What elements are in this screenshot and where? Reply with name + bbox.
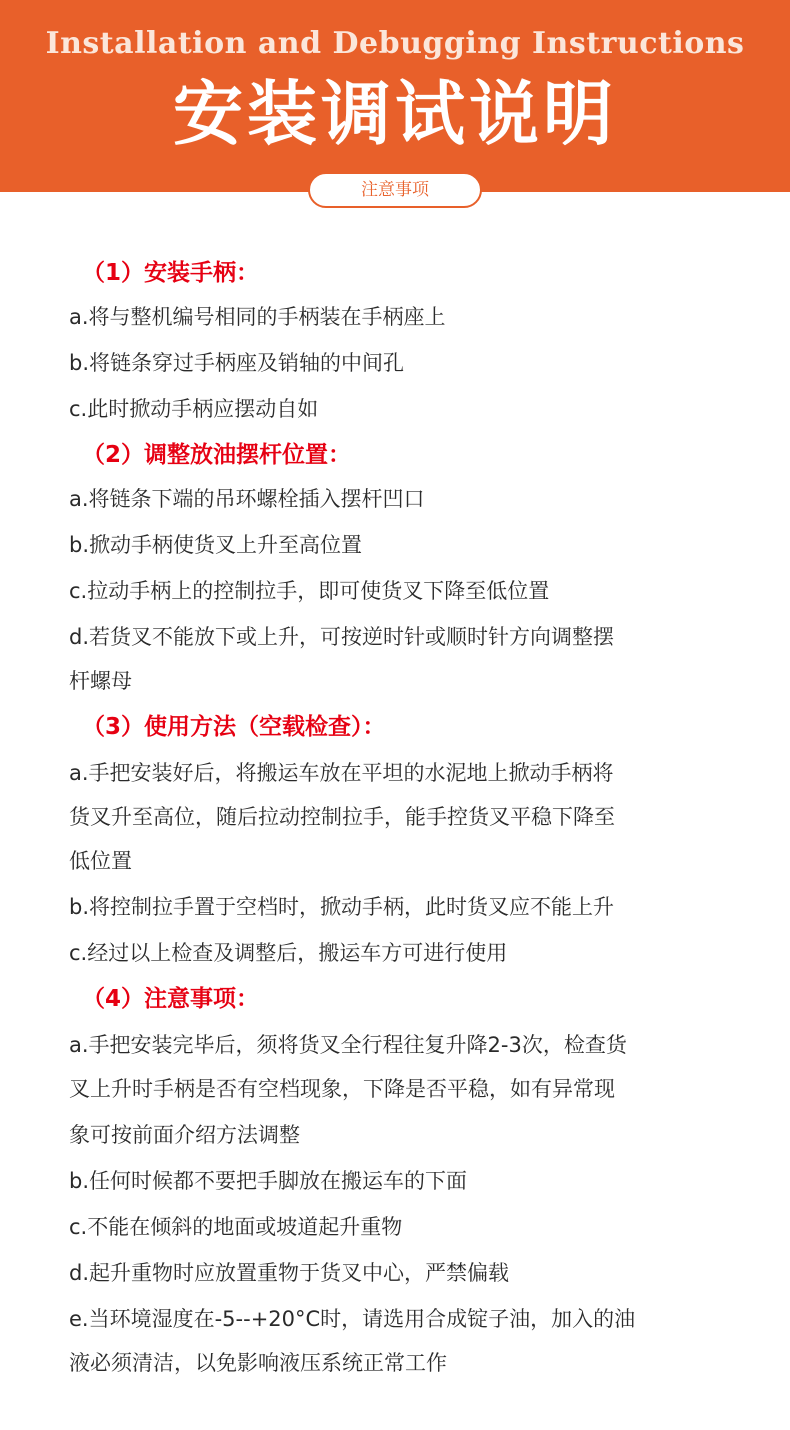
notice-badge: 注意事项 bbox=[308, 172, 482, 208]
section-1-line-b: b.将链条穿过手柄座及销轴的中间孔 bbox=[69, 351, 405, 375]
section-3-line-a-cont2: 低位置 bbox=[69, 849, 132, 873]
header-banner bbox=[0, 0, 790, 192]
section-2-line-c: c.拉动手柄上的控制拉手，即可使货叉下降至低位置 bbox=[69, 579, 550, 603]
section-4-line-b: b.任何时候都不要把手脚放在搬运车的下面 bbox=[69, 1169, 468, 1193]
section-4-line-a: a.手把安装完毕后，须将货叉全行程往复升降2-3次，检查货 bbox=[69, 1033, 627, 1057]
section-3-line-a-cont1: 货叉升至高位，随后拉动控制拉手，能手控货叉平稳下降至 bbox=[69, 805, 615, 829]
title-chinese: 安装调试说明 bbox=[173, 73, 617, 155]
section-1-heading: （1）安装手柄： bbox=[82, 260, 260, 286]
section-2-line-b: b.掀动手柄使货叉上升至高位置 bbox=[69, 533, 363, 557]
section-1-line-a: a.将与整机编号相同的手柄装在手柄座上 bbox=[69, 305, 446, 329]
section-1-line-c: c.此时掀动手柄应摆动自如 bbox=[69, 397, 319, 421]
section-4-line-e: e.当环境湿度在-5--+20°C时，请选用合成锭子油，加入的油 bbox=[69, 1307, 636, 1331]
section-3-heading: （3）使用方法（空载检查）： bbox=[82, 714, 386, 740]
section-3-line-c: c.经过以上检查及调整后，搬运车方可进行使用 bbox=[69, 941, 508, 965]
section-2-line-a: a.将链条下端的吊环螺栓插入摆杆凹口 bbox=[69, 487, 425, 511]
section-2-heading: （2）调整放油摆杆位置： bbox=[82, 442, 352, 468]
section-2-line-d-cont: 杆螺母 bbox=[69, 669, 132, 693]
section-3-line-a: a.手把安装好后，将搬运车放在平坦的水泥地上掀动手柄将 bbox=[69, 761, 614, 785]
section-4-line-d: d.起升重物时应放置重物于货叉中心，严禁偏载 bbox=[69, 1261, 510, 1285]
section-4-line-a-cont2: 象可按前面介绍方法调整 bbox=[69, 1123, 300, 1147]
section-4-heading: （4）注意事项： bbox=[82, 986, 260, 1012]
section-4-line-a-cont1: 叉上升时手柄是否有空档现象，下降是否平稳，如有异常现 bbox=[69, 1077, 615, 1101]
section-2-line-d: d.若货叉不能放下或上升，可按逆时针或顺时针方向调整摆 bbox=[69, 625, 615, 649]
title-english: Installation and Debugging Instructions bbox=[45, 26, 745, 61]
section-4-line-e-cont: 液必须清洁，以免影响液压系统正常工作 bbox=[69, 1351, 447, 1375]
section-4-line-c: c.不能在倾斜的地面或坡道起升重物 bbox=[69, 1215, 403, 1239]
section-3-line-b: b.将控制拉手置于空档时，掀动手柄，此时货叉应不能上升 bbox=[69, 895, 615, 919]
